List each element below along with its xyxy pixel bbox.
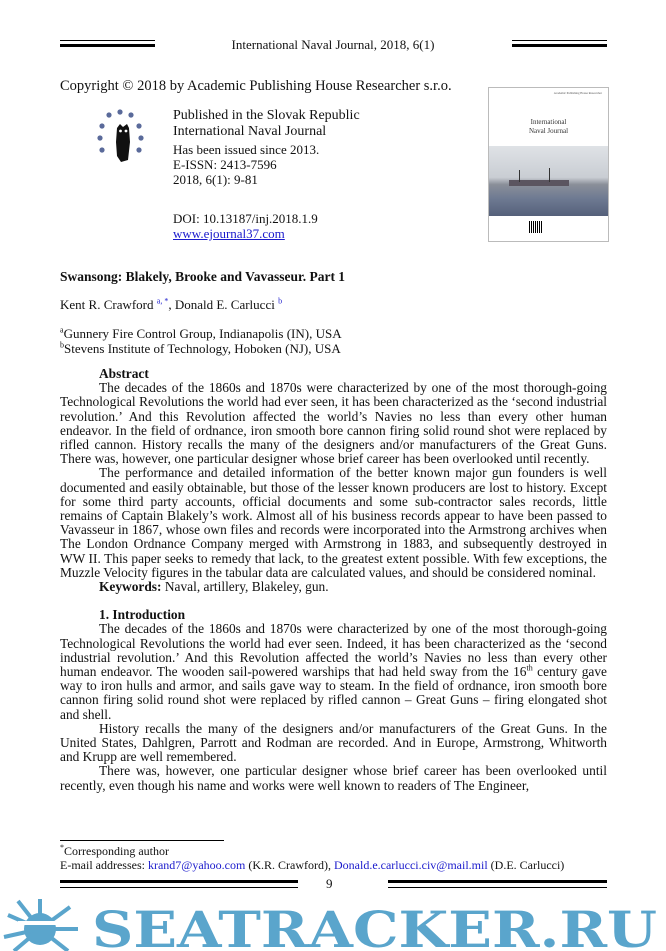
affiliation-a-mark: a — [60, 325, 64, 335]
keywords-label: Keywords: — [99, 579, 162, 595]
issued-since: Has been issued since 2013. — [173, 142, 320, 157]
abstract-paragraph-2: The performance and detailed information of the better known major gun founders is well documented and easily obtainable, but those of the lesser known producers are lost to history. Except for some third party accounts, official documents and some sub-contractor sales records, little remains of Captain Blakely’s work. Almost all of his business records appear to have been passed to Vavasseur in 1867, whose own files and records were incorporated into the Armstrong archives when The London Ordnance Company merged with Armstrong in 1883, and subsequently destroyed in WW II. This paper seeks to remedy that lack, to the greatest extent possible. With few exceptions, the Muzzle Velocity figures in the tabular data are calculated values, and should be considered nominal. — [60, 465, 607, 580]
footer-rule-left-thick — [60, 880, 298, 883]
sun-logo-icon — [4, 899, 78, 951]
introduction — [60, 608, 607, 793]
abstract-heading: Abstract — [99, 366, 149, 381]
website-link[interactable]: www.ejournal37.com — [173, 226, 285, 241]
email-link-carlucci[interactable]: Donald.e.carlucci.civ@mail.mil — [334, 858, 488, 872]
keywords: Naval, artillery, Blakeley, gun. — [164, 579, 329, 595]
footer-rule-right-thin — [388, 887, 607, 888]
footnote: *Corresponding author E-mail addresses: krand7@yahoo.com (K.R. Crawford), Donald.e.carlucci.civ@mail.mil (D.E. Carlucci) — [60, 843, 565, 872]
footer-rule-left-thin — [60, 887, 298, 888]
affiliation-b-mark: b — [60, 340, 64, 350]
owl-logo-icon — [95, 106, 151, 168]
intro-paragraph-1: The decades of the 1860s and 1870s were characterized by one of the most thorough-going Technological Revolutions the world had ever seen. Indeed, it has been characterized as the ‘second industrial revolution.’ And this Revolution affected the world’s Navies no less than every other human endeavor. The wooden sail-powered warships that had held sway from the 16th century gave way to iron hulls and armor, and sails gave way to steam. In the field of ordnance, iron smooth bore cannon firing solid round shot were replaced by rifled cannon – Great Guns – firing elongated shot and shell. — [60, 621, 607, 722]
seatracker-watermark — [0, 897, 666, 951]
publisher-country: Published in the Slovak Republic — [173, 108, 360, 123]
issue-pages: 2018, 6(1): 9-81 — [173, 172, 258, 187]
article-title: Swansong: Blakely, Brooke and Vavasseur. Part 1 — [60, 269, 346, 284]
barcode-icon — [529, 221, 543, 233]
introduction-heading: 1. Introduction — [99, 607, 186, 623]
publisher-journal: International Naval Journal — [173, 124, 327, 139]
author-2-affiliation-mark[interactable]: b — [278, 296, 283, 306]
authors: Kent R. Crawford $^{a, *}$, Donald E. Carlucci $^b$ — [60, 296, 283, 312]
cover-title-1: International — [530, 118, 567, 126]
journal-cover-image — [488, 87, 609, 242]
email-owner-carlucci: (D.E. Carlucci) — [490, 858, 565, 872]
running-header: International Naval Journal, 2018, 6(1) — [231, 37, 435, 52]
footer-rule-right-thick — [388, 880, 607, 883]
publisher-details — [173, 142, 319, 187]
corresponding-author-note: Corresponding author — [64, 844, 169, 858]
abstract — [60, 367, 607, 594]
abstract-paragraph-1: The decades of the 1860s and 1870s were characterized by one of the most thorough-going Technological Revolutions the world had ever seen, it has been characterized as the ‘second industrial revolution.’ And this Revolution affected the world’s Navies no less than every other human endeavor. In the field of ordnance, iron smooth bore cannon firing solid round shot were replaced by rifled cannon. History recalls the many of the designers and/or manufacturers of the Great Guns. There was, however, one particular designer whose brief career has been overlooked until recently. — [60, 380, 607, 467]
watermark-text: SEATRACKER.RU — [92, 900, 657, 951]
author-1-affiliation-mark[interactable]: a, * — [156, 296, 169, 306]
footnote-separator — [60, 840, 224, 841]
author-2: Donald E. Carlucci — [174, 297, 275, 312]
copyright-line: Copyright © 2018 by Academic Publishing House Researcher s.r.o. — [60, 78, 452, 94]
email-link-crawford[interactable]: krand7@yahoo.com — [147, 858, 246, 872]
cover-publisher: Academic Publishing House Researcher — [553, 91, 602, 95]
email-owner-crawford: (K.R. Crawford), — [248, 858, 331, 872]
page-number: 9 — [326, 876, 333, 891]
doi-block — [173, 211, 318, 241]
article-body — [60, 367, 607, 793]
cover-ship-painting — [489, 146, 608, 216]
email-label: E-mail addresses: — [60, 858, 145, 872]
affiliations — [60, 326, 342, 356]
publisher-block — [173, 108, 360, 140]
intro-paragraph-2: History recalls the many of the designers and/or manufacturers of the Great Guns. In the United States, Dahlgren, Parrott and Rodman are recorded. And in Europe, Armstrong, Whitworth and Krupp are well remembered. — [60, 720, 607, 765]
cover-title-2: Naval Journal — [528, 127, 569, 135]
eissn: E-ISSN: 2413-7596 — [173, 157, 277, 172]
doi: DOI: 10.13187/inj.2018.1.9 — [173, 211, 318, 226]
intro-paragraph-3: There was, however, one particular designer whose brief career has been overlooked until recently, even though his name and works were well known to readers of The Engineer, — [60, 763, 607, 793]
affiliation-b: Stevens Institute of Technology, Hoboken (NJ), USA — [64, 341, 341, 356]
author-1: Kent R. Crawford — [60, 297, 154, 312]
affiliation-a: Gunnery Fire Control Group, Indianapolis (IN), USA — [63, 326, 342, 341]
